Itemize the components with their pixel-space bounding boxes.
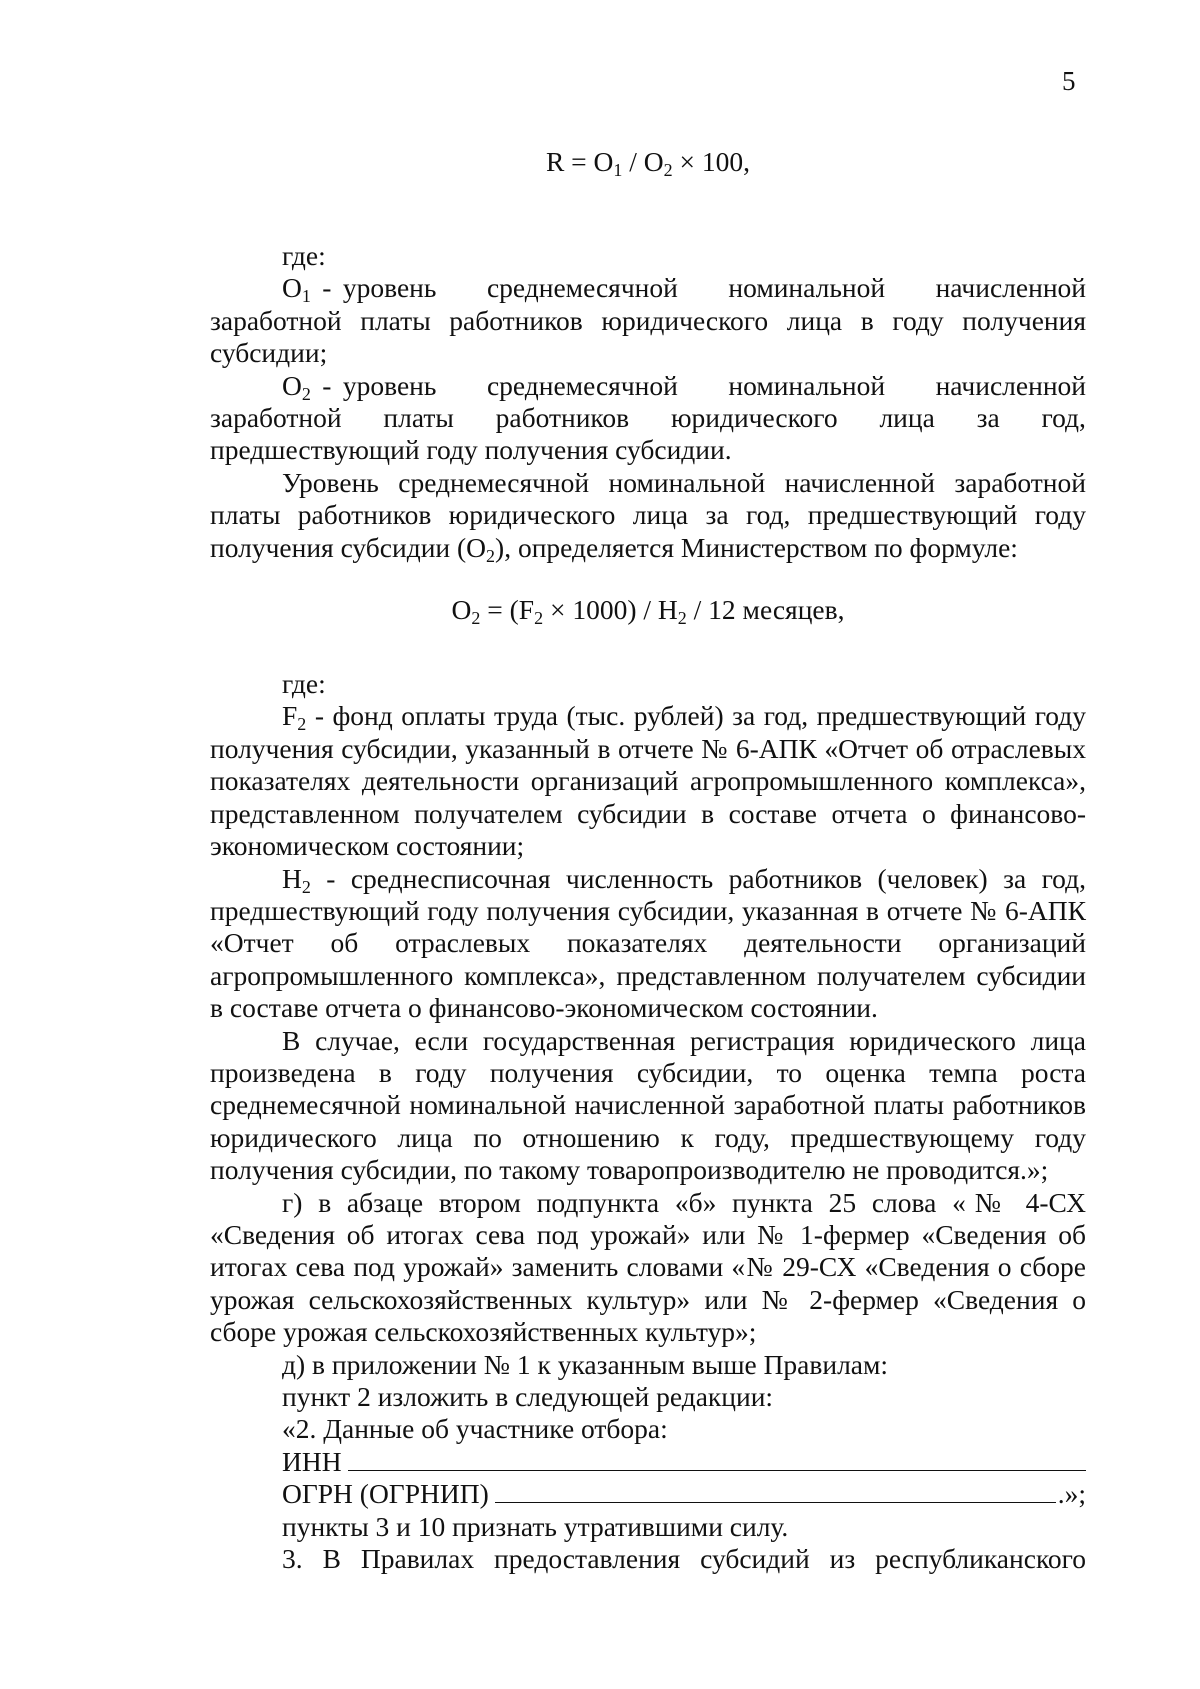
formula-r-sub: 2 xyxy=(663,160,673,180)
ogrn-tail: .»; xyxy=(1057,1478,1086,1510)
paragraph-3: 3. В Правилах предоставления субсидий из республиканского xyxy=(282,1543,1086,1575)
where-label-2: где: xyxy=(282,668,326,700)
formula-o2: $О_2 = (F_2 \times 1000) / Н_2 / 12$ месяцев, xyxy=(451,594,845,629)
paragraph-g: г) в абзаце втором подпункта «б» пункта 25 слова «№ 4-СХ «Сведения об итогах сева под урожай» или № 1-фермер «Сведения об итогах сева под урожай» заменить словами «№ 29-СХ «Сведения о сборе урожая сельскохозяйственных культур» или № 2-фермер «Сведения о сборе урожая сельскохозяйственных культур»; xyxy=(210,1186,1086,1348)
o1-definition-line2: заработной платы работников юридического лица в году получения xyxy=(210,304,1086,336)
where-label-1: где: xyxy=(282,240,326,271)
page-number: 5 xyxy=(1062,66,1076,96)
point-2-statement: пункт 2 изложить в следующей редакции: xyxy=(282,1381,774,1412)
word: год, xyxy=(1041,402,1086,434)
formula-r xyxy=(210,138,1086,202)
word: работников xyxy=(495,402,630,434)
inn-label: ИНН xyxy=(282,1445,342,1477)
word: заработной xyxy=(210,402,342,434)
word: среднемесячной xyxy=(486,272,678,304)
o2-definition-line2 xyxy=(210,402,1086,434)
word: юридического xyxy=(670,402,838,434)
o1-dash: - xyxy=(322,272,332,304)
o1-words xyxy=(343,272,1086,304)
paragraph-d: д) в приложении № 1 к указанным выше Правилам: xyxy=(282,1348,889,1380)
h2-definition: $Н_2$ - среднесписочная численность работников (человек) за год, предшествующий году получения субсидии, указанная в отчете № 6-АПК «Отчет об отраслевых показателях деятельности организаций агропромышленного комплекса», представленном получателем субсидии в составе отчета о финансово-экономическом состоянии. xyxy=(210,862,1086,1024)
ogrn-label: ОГРН (ОГРНИП) xyxy=(282,1478,489,1510)
formula-r-sub: 1 xyxy=(613,160,623,180)
level-para-line1: Уровень среднемесячной номинальной начисленной заработной xyxy=(282,466,1086,498)
word: начисленной xyxy=(935,369,1086,401)
o2-definition-line3: предшествующий году получения субсидии. xyxy=(210,434,732,466)
inn-field xyxy=(210,1446,1086,1478)
f2-definition: $F_2$ - фонд оплаты труда (тыс. рублей) за год, предшествующий году получения субсидии, указанный в отчете № 6-АПК «Отчет об отраслевых показателях деятельности организаций агропромышленного комплекса», представленном получателем субсидии в составе отчета о финансово-экономическом состоянии; xyxy=(210,700,1086,862)
word: уровень xyxy=(342,272,437,304)
word: номинальной xyxy=(728,369,886,401)
points-3-10-statement: пункты 3 и 10 признать утратившими силу. xyxy=(282,1510,789,1542)
data-heading: «2. Данные об участнике отбора: xyxy=(282,1413,668,1445)
word: начисленной xyxy=(935,272,1086,304)
o2-symbol: $О_2$ xyxy=(282,369,311,404)
word: лица xyxy=(879,402,935,434)
word: уровень xyxy=(342,369,437,401)
word: платы xyxy=(383,402,454,434)
level-para-line2: платы работников юридического лица за год, предшествующий году xyxy=(210,499,1086,531)
word: номинальной xyxy=(728,272,886,304)
formula-r-part: R = O xyxy=(545,146,614,177)
o1-symbol: $О_1$ xyxy=(282,272,311,307)
word: за xyxy=(976,402,1000,434)
word: среднемесячной xyxy=(486,369,678,401)
o1-definition-line3: субсидии; xyxy=(210,337,328,369)
o2-words xyxy=(343,370,1086,402)
ogrn-field xyxy=(210,1478,1086,1510)
o1-definition-line1 xyxy=(210,272,1086,307)
level-para-line3: получения субсидии $(О_2)$, определяется Министерством по формуле: xyxy=(210,531,1018,566)
ogrn-blank-line xyxy=(495,1478,1056,1503)
o2-dash: - xyxy=(322,369,332,401)
inn-blank-line xyxy=(348,1446,1086,1471)
case-paragraph: В случае, если государственная регистрация юридического лица произведена в году получения субсидии, то оценка темпа роста среднемесячной номинальной начисленной заработной платы работников юридического лица по отношению к году, предшествующему году получения субсидии, по такому товаропроизводителю не проводится.»; xyxy=(210,1024,1086,1186)
o2-definition-line1 xyxy=(210,370,1086,402)
formula-r-part: / O xyxy=(622,146,664,177)
formula-r-part: × 100, xyxy=(672,146,751,177)
document-body xyxy=(210,138,1086,1575)
